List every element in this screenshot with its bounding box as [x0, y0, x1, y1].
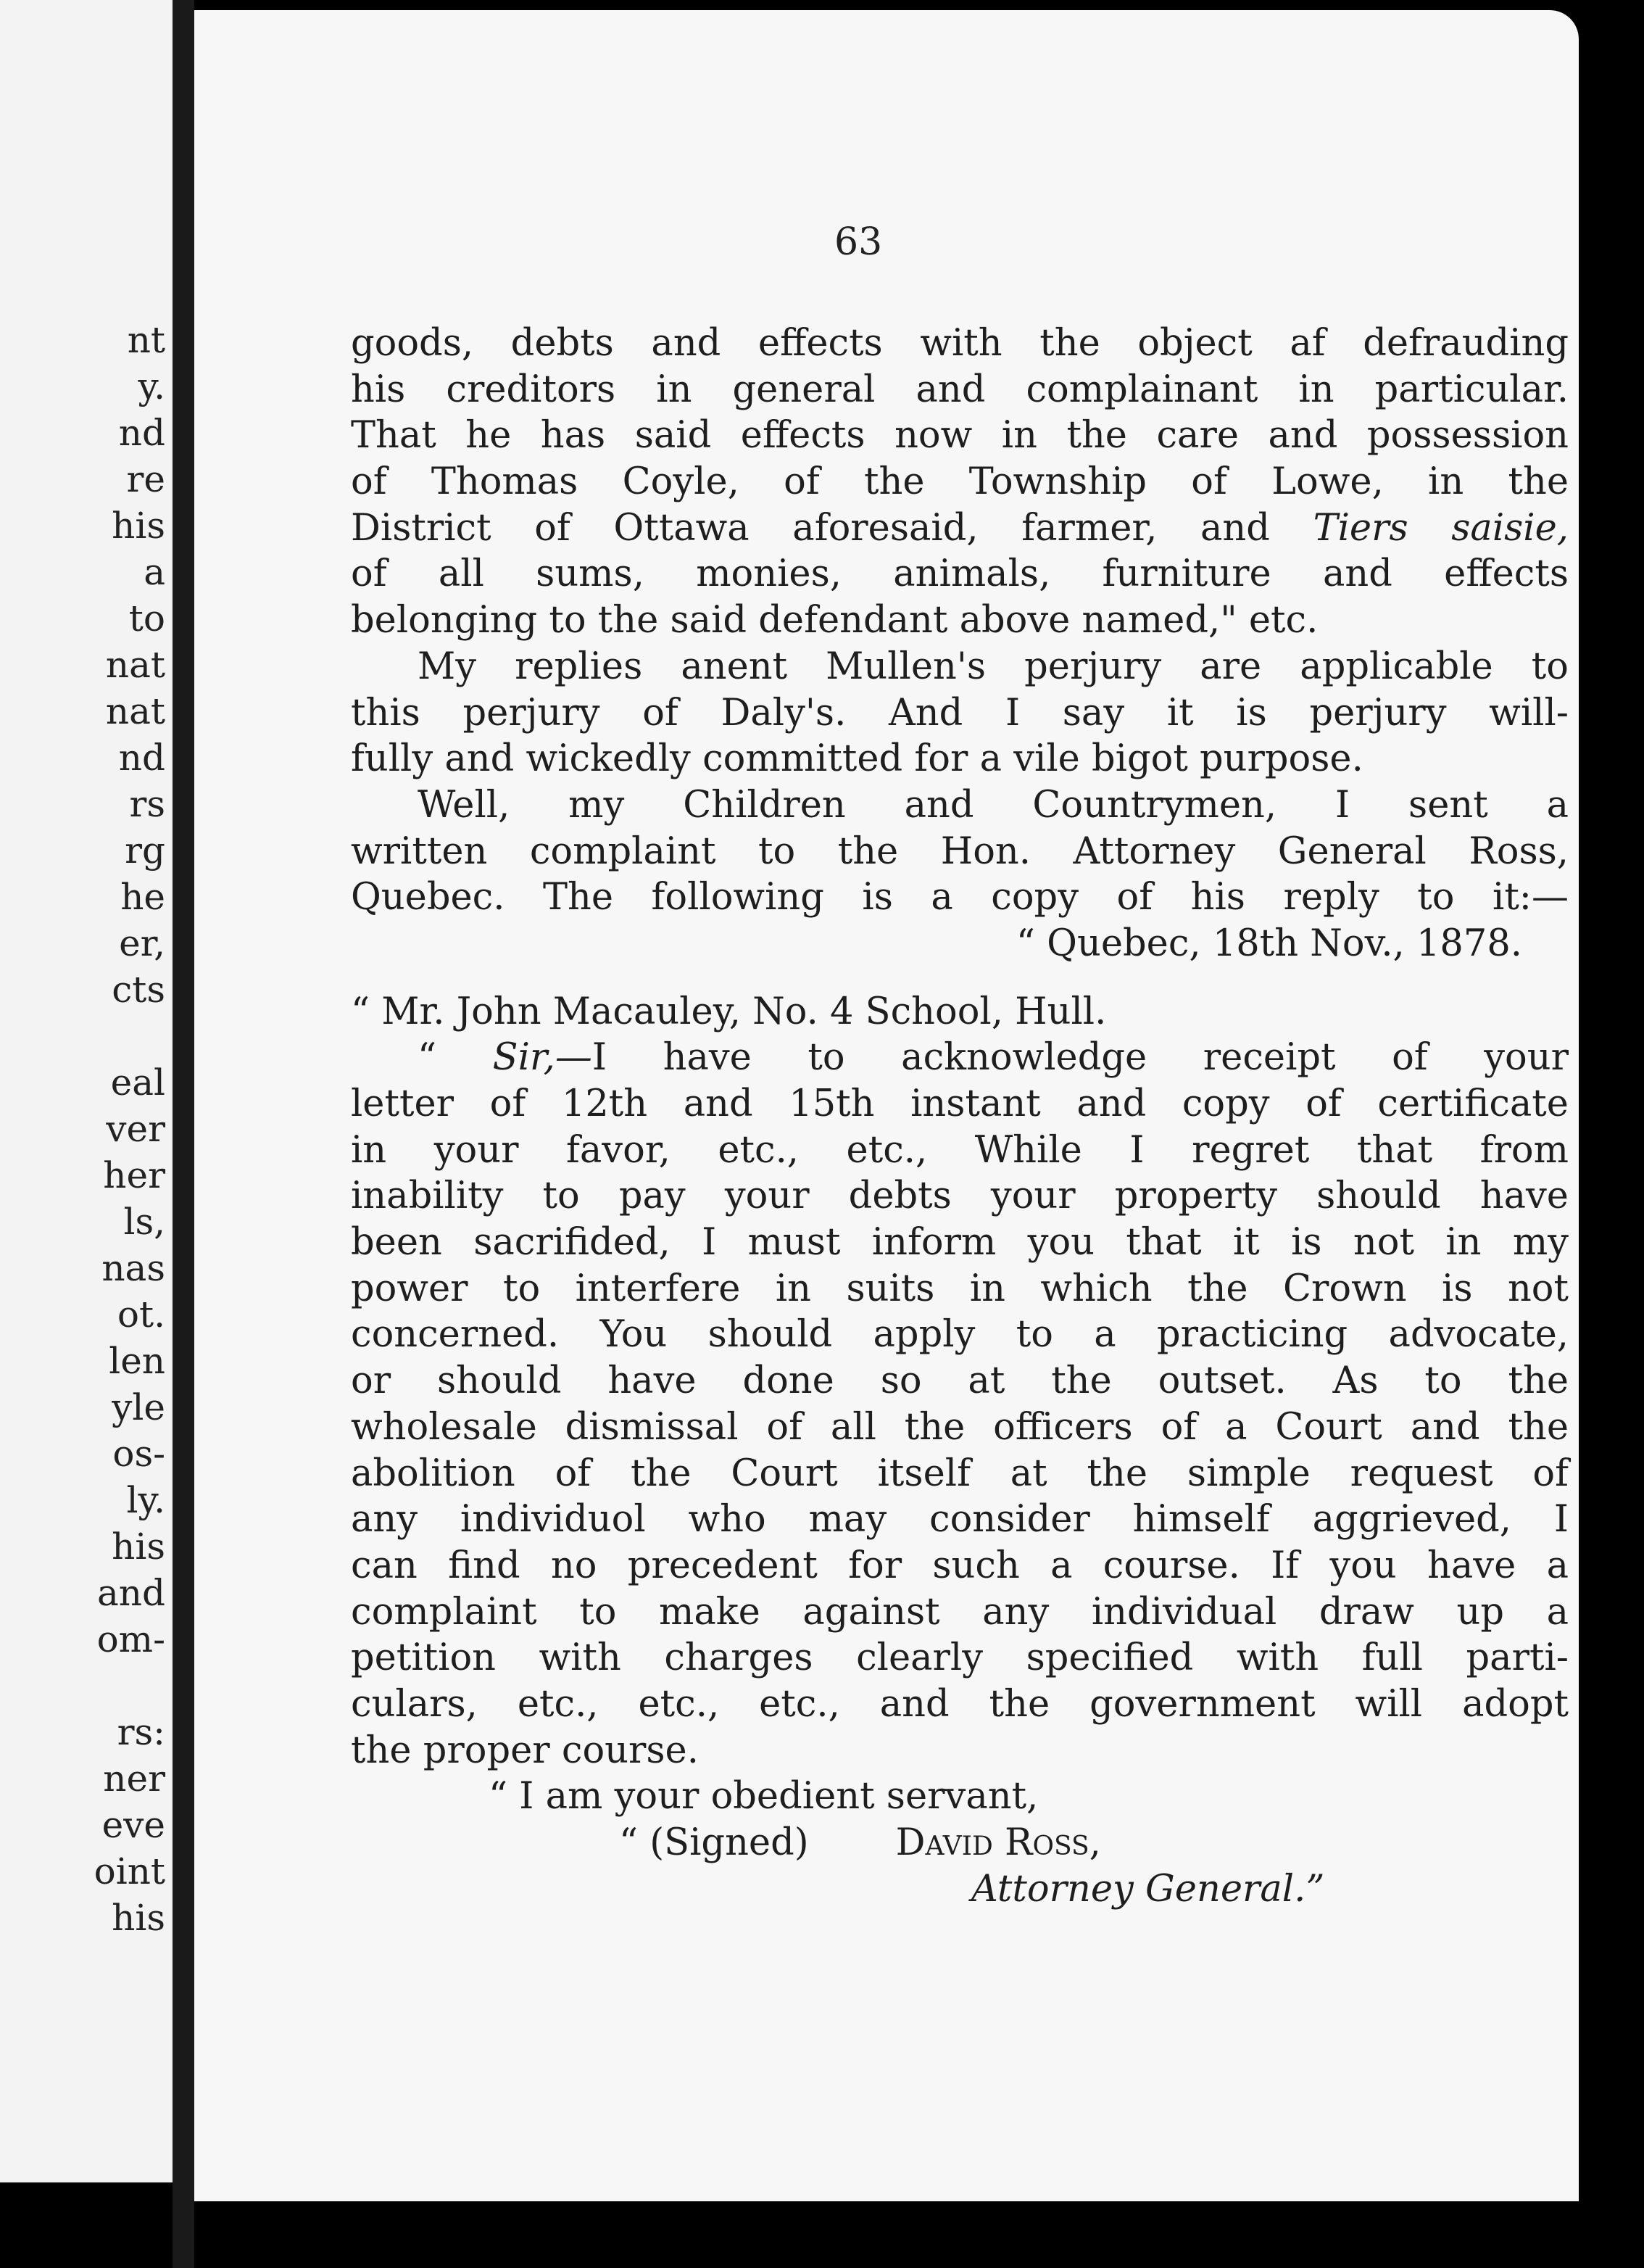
letter-salutation-line — [351, 1035, 1569, 1081]
left-page-text-fragment: len — [109, 1340, 165, 1382]
left-page-text-fragment: ot. — [117, 1294, 165, 1336]
text-line: Well, my Children and Countrymen, I sent a — [418, 783, 1569, 827]
left-page-text-fragment: nd — [118, 412, 165, 454]
left-page-text-fragment: oint — [94, 1850, 165, 1892]
text-line: concerned. You should apply to a practicing advocate, — [351, 1313, 1569, 1357]
left-page-text-fragment: he — [120, 876, 165, 918]
text-line: Quebec. The following is a copy of his reply to it:— — [351, 876, 1569, 919]
salutation-open: “ — [418, 1036, 437, 1080]
letter-closing: “ I am your obedient servant, — [489, 1775, 1039, 1818]
text-line: any individuol who may consider himself aggrieved, I — [351, 1498, 1569, 1541]
page-number: 63 — [834, 220, 883, 264]
letter-dateline: “ Quebec, 18th Nov., 1878. — [1016, 922, 1522, 965]
text-line: wholesale dismissal of all the officers of a Court and the — [351, 1405, 1569, 1449]
left-page-text-fragment: nat — [105, 690, 165, 732]
body-text — [351, 320, 1569, 1912]
text-line: My replies anent Mullen's perjury are applicable to — [418, 645, 1569, 688]
text-line: his creditors in general and complainant in particular. — [351, 368, 1569, 411]
text-line: petition with charges clearly specified with full parti- — [351, 1636, 1569, 1680]
text-line: belonging to the said defendant above named," etc. — [351, 599, 1319, 642]
signatory-name: David Ross, — [895, 1821, 1101, 1864]
left-facing-page — [0, 0, 173, 2182]
left-page-text-fragment: eve — [101, 1804, 165, 1846]
left-page-text-fragment: cts — [112, 969, 165, 1011]
signature-line — [351, 1820, 1569, 1866]
text-line: of Thomas Coyle, of the Township of Lowe, in the — [351, 460, 1569, 504]
text-line: inability to pay your debts your property should have — [351, 1175, 1569, 1218]
left-page-text-fragment: ner — [103, 1758, 165, 1800]
book-gutter — [173, 0, 194, 2268]
salutation: Sir,— — [492, 1036, 592, 1080]
left-page-text-fragment: and — [96, 1572, 165, 1614]
text-line — [351, 505, 1569, 552]
left-page-text-fragment: re — [126, 458, 165, 500]
left-page-text-fragment: rs: — [117, 1711, 165, 1753]
left-page-text-fragment: his — [112, 1526, 165, 1568]
left-page-text-fragment: eal — [110, 1061, 165, 1104]
text-line: or should have done so at the outset. As to the — [351, 1359, 1569, 1403]
signatory-title: Attorney General.” — [971, 1867, 1325, 1911]
text-line: of all sums, monies, animals, furniture and effects — [351, 552, 1569, 596]
text-line: this perjury of Daly's. And I say it is perjury will- — [351, 691, 1569, 734]
signed-label: “ (Signed) — [619, 1821, 809, 1864]
text-line: abolition of the Court itself at the simple request of — [351, 1452, 1569, 1495]
page-63 — [194, 10, 1579, 2201]
left-page-text-fragment: os- — [112, 1433, 165, 1475]
left-page-text-fragment: yle — [112, 1386, 165, 1428]
left-page-text-fragment: his — [112, 505, 165, 547]
text-line: the proper course. — [351, 1729, 699, 1772]
left-page-text-fragment: y. — [138, 365, 165, 407]
text-line: in your favor, etc., etc., While I regret that from — [351, 1128, 1569, 1172]
left-page-text-fragment: rg — [125, 829, 165, 872]
left-page-text-fragment: om- — [96, 1618, 165, 1660]
left-page-text-fragment: his — [112, 1897, 165, 1939]
left-page-text-fragment: er, — [119, 922, 165, 964]
text-line: letter of 12th and 15th instant and copy of certificate — [351, 1083, 1569, 1125]
text-line: culars, etc., etc., etc., and the government will adopt — [351, 1682, 1569, 1726]
tiers-saisie: Tiers saisie, — [1313, 506, 1569, 550]
left-page-text-fragment: nd — [118, 737, 165, 779]
text-line: complaint to make against any individual draw up a — [351, 1590, 1569, 1634]
letter-addressee: “ Mr. John Macauley, No. 4 School, Hull. — [351, 990, 1107, 1033]
left-page-text-fragment: her — [103, 1154, 165, 1196]
text-line-part: District of Ottawa aforesaid, farmer, and — [351, 506, 1270, 550]
left-page-text-fragment: nat — [105, 644, 165, 686]
left-page-text-fragment: rs — [129, 783, 165, 825]
left-page-text-fragment: nt — [127, 319, 165, 361]
left-page-text-fragment: ver — [106, 1108, 165, 1150]
left-page-text-fragment: ly. — [126, 1479, 165, 1521]
left-page-text-fragment: to — [128, 597, 165, 640]
text-line: fully and wickedly committed for a vile bigot purpose. — [351, 737, 1363, 781]
left-page-text-fragment: nas — [101, 1247, 165, 1289]
text-line: can find no precedent for such a course. If you have a — [351, 1544, 1569, 1587]
left-page-text-fragment: ls, — [123, 1201, 165, 1243]
text-line-part: I have to acknowledge receipt of your — [591, 1036, 1569, 1080]
text-line: That he has said effects now in the care and possession — [351, 414, 1569, 458]
text-line: written complaint to the Hon. Attorney General Ross, — [351, 829, 1569, 873]
text-line: been sacrifided, I must inform you that it is not in my — [351, 1221, 1569, 1265]
text-line: power to interfere in suits in which the Crown is not — [351, 1267, 1569, 1310]
left-page-text-fragment: a — [144, 551, 165, 593]
text-line: goods, debts and effects with the object af defrauding — [351, 322, 1569, 365]
